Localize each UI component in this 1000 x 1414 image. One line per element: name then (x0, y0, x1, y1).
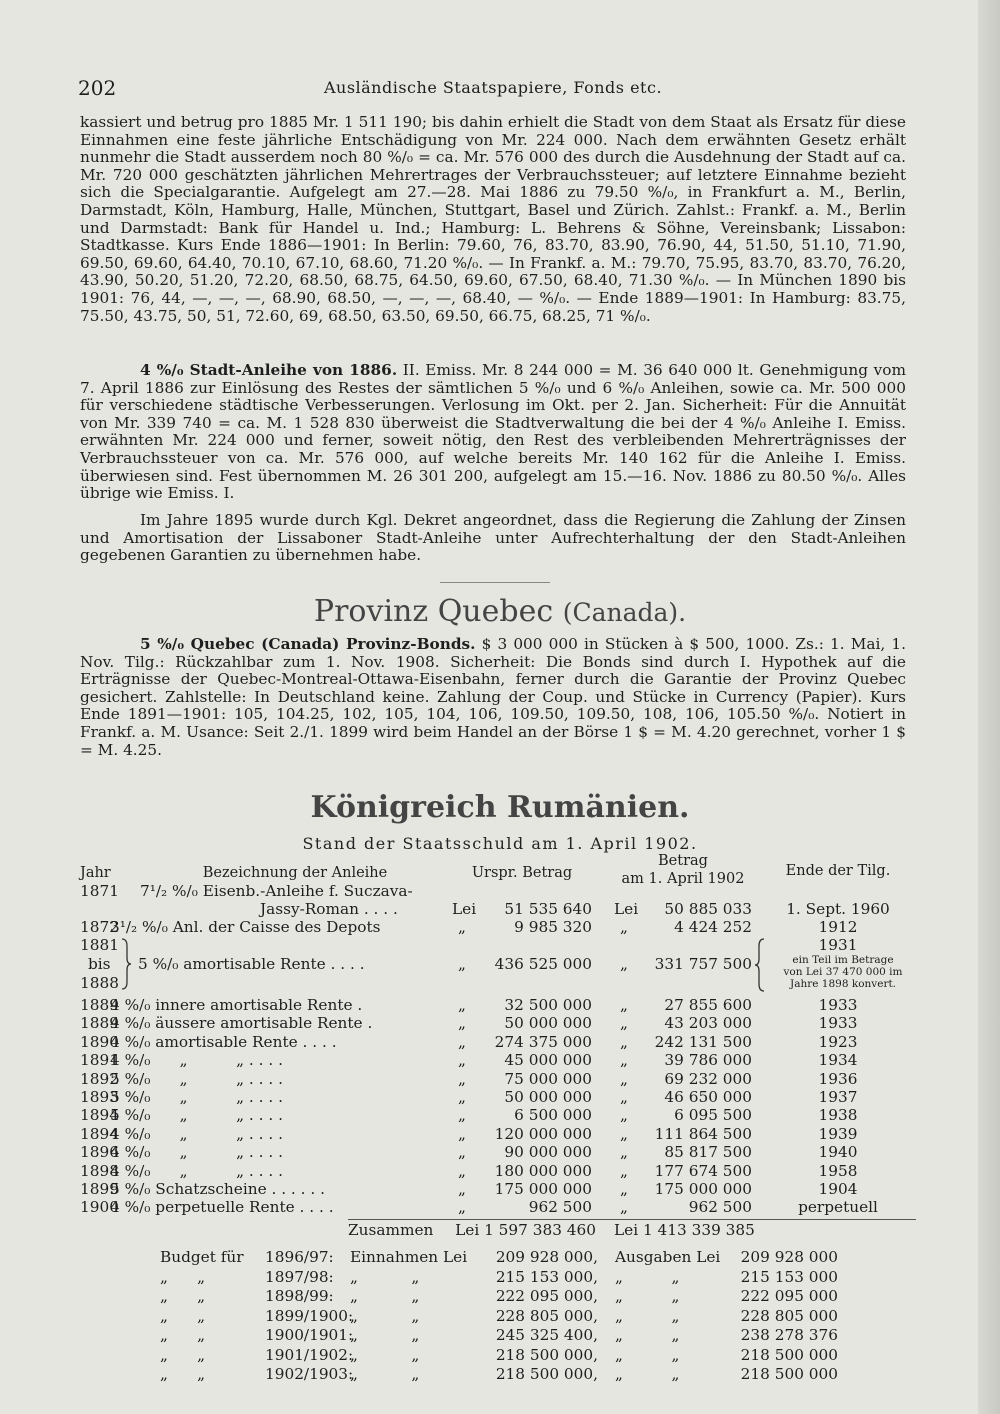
budget-expense-label: „ „ (615, 1326, 680, 1344)
row-end: 1. Sept. 1960 (786, 900, 890, 918)
table-row (80, 882, 920, 900)
budget-label: „ „ (160, 1365, 206, 1383)
row-orig: 6 500 000 (514, 1106, 592, 1125)
row-now: 175 000 000 (654, 1180, 752, 1198)
row-name-cont: Jassy-Roman . . . . (260, 900, 398, 918)
quebec-title-main: Provinz Quebec (313, 594, 554, 629)
budget-income: 222 095 000, (495, 1287, 598, 1305)
row-end: 1937 (818, 1088, 858, 1106)
row-cur-a: „ (458, 1014, 466, 1033)
table-row (80, 1088, 920, 1106)
row-end-note-3: Jahre 1898 konvert. (789, 978, 897, 990)
row-cur-a: „ (458, 955, 466, 973)
budget-year: 1901/1902: (265, 1345, 354, 1364)
row-now: 6 095 500 (674, 1106, 752, 1125)
row-cur-a: „ (458, 1088, 466, 1106)
budget-expense: 238 278 376 (740, 1326, 838, 1344)
table-row (80, 900, 920, 918)
budget-label: „ „ (160, 1345, 206, 1364)
row-orig: 274 375 000 (494, 1032, 592, 1051)
table-row (80, 1014, 920, 1032)
row-year: 1894 (80, 1124, 119, 1143)
row-year: 1892 (80, 1069, 119, 1088)
row-end-note-2: von Lei 37 470 000 im (783, 966, 903, 978)
page-edge-shadow (978, 0, 1000, 1414)
row-cur-b: Lei (614, 900, 639, 918)
lisbon-loan-heading: 4 %/₀ Stadt-Anleihe von 1886. (140, 361, 398, 379)
row-year: 1889 (80, 1014, 119, 1033)
total-label: Zusammen (348, 1221, 434, 1239)
row-orig: 9 985 320 (514, 918, 592, 936)
row-orig: 175 000 000 (494, 1180, 592, 1198)
budget-row (80, 1248, 920, 1266)
row-now: 331 757 500 (654, 955, 752, 973)
total-now: Lei 1 413 339 385 (614, 1221, 755, 1239)
header-end: Ende der Tilg. (785, 863, 891, 879)
budget-row (80, 1287, 920, 1305)
budget-label: „ „ (160, 1267, 206, 1286)
quebec-title (0, 594, 1000, 629)
row-cur-a: „ (458, 1032, 466, 1051)
row-orig: 50 000 000 (504, 1088, 592, 1106)
row-orig: 50 000 000 (504, 1014, 592, 1033)
row-end: 1936 (818, 1069, 858, 1088)
row-end: 1912 (818, 918, 858, 936)
table-row (80, 996, 920, 1014)
budget-row (80, 1307, 920, 1325)
row-cur-b: „ (620, 1088, 628, 1106)
budget-income-label: „ „ (350, 1326, 420, 1344)
total-row (80, 1221, 920, 1239)
row-cur-b: „ (620, 996, 628, 1014)
budget-income: 228 805 000, (495, 1306, 598, 1325)
budget-year: 1898/99: (265, 1287, 334, 1305)
row-year: 1900 (80, 1198, 119, 1217)
budget-label: „ „ (160, 1326, 206, 1344)
budget-expense: 222 095 000 (740, 1287, 838, 1305)
row-cur-a: „ (458, 918, 466, 936)
row-name: 4 %/₀ „ „ . . . . (110, 1051, 283, 1070)
lisbon-paragraph-1: kassiert und betrug pro 1885 Mr. 1 511 190; bis dahin erhielt die Stadt von dem Staat als Ersatz für diese Einnahmen eine feste jährliche Entschädigung von Mr. 224 000. Nach dem erwähnten Gesetz erhält nunmehr die Stadt ausserdem noch 80 %/₀ = ca. Mr. 576 000 des durch die Ausdehnung der Stadt auf ca. Mr. 720 000 geschätzten jährlichen Mehrertrages der Verbrauchssteuer; auf letztere Einnahme bezieht sich die Specialgarantie. Aufgelegt am 27.—28. Mai 1886 zu 79.50 %/₀, in Frankfurt a. M., Berlin, Darmstadt, Köln, Hamburg, Halle, München, Stuttgart, Basel und Zürich. Zahlst.: Frankf. a. M., Berlin und Darmstadt: Bank für Handel u. Ind.; Hamburg: L. Behrens & Söhne, Vereinsbank; Lissabon: Stadtkasse. Kurs Ende 1886—1901: In Berlin: 79.60, 76, 83.70, 83.90, 76.90, 44, 51.50, 51.10, 71.90, 69.50, 69.60, 64.40, 70.10, 67.10, 68.60, 71.20 %/₀. — In Frankf. a. M.: 79.70, 75.95, 83.70, 83.70, 76.20, 43.90, 50.20, 51.20, 72.20, 68.50, 68.75, 64.50, 69.60, 67.50, 68.40, 71.30 %/₀. — In München 1890 bis 1901: 76, 44, —, —, —, 68.90, 68.50, —, —, —, 68.40, — %/₀. — Ende 1889—1901: In Hamburg: 83.75, 75.50, 43.75, 50, 51, 72.60, 69, 68.50, 63.50, 69.50, 66.75, 68.25, 71 %/₀. (80, 113, 906, 325)
budget-year: 1899/1900: (265, 1306, 354, 1325)
quebec-bond-heading: 5 %/₀ Quebec (Canada) Provinz-Bonds. (140, 635, 476, 653)
row-year-from: 1881 (80, 936, 119, 954)
row-cur-a: „ (458, 1198, 466, 1217)
row-now: 46 650 000 (664, 1088, 752, 1106)
budget-income-label: „ „ (350, 1345, 420, 1364)
budget-row (80, 1365, 920, 1383)
debt-table (80, 852, 920, 1272)
budget-income-label: Einnahmen Lei (350, 1248, 468, 1266)
budget-year: 1897/98: (265, 1267, 334, 1286)
row-end: 1931 (818, 936, 858, 954)
budget-income: 215 153 000, (495, 1267, 598, 1286)
table-row (80, 1143, 920, 1161)
row-name: 5 %/₀ „ „ . . . . (110, 1069, 283, 1088)
budget-expense-label: „ „ (615, 1345, 680, 1364)
row-now: 111 864 500 (654, 1124, 752, 1143)
row-cur-a: „ (458, 1069, 466, 1088)
romania-title: Königreich Rumänien. (310, 790, 690, 825)
row-year: 1898 (80, 1161, 119, 1180)
budget-income: 245 325 400, (495, 1326, 598, 1344)
row-end: 1904 (818, 1180, 858, 1198)
row-name: 7¹/₂ %/₀ Eisenb.-Anleihe f. Suczava- (140, 882, 413, 900)
row-name: 4 %/₀ innere amortisable Rente . (110, 996, 363, 1014)
row-name: 4 %/₀ „ „ . . . . (110, 1143, 283, 1162)
row-now: 4 424 252 (674, 918, 752, 936)
budget-income-label: „ „ (350, 1365, 420, 1383)
row-now: 39 786 000 (664, 1051, 752, 1070)
lisbon-paragraph-2 (80, 362, 906, 503)
budget-expense: 218 500 000 (740, 1365, 838, 1383)
row-cur-b: „ (620, 1051, 628, 1070)
row-cur-a: „ (458, 1124, 466, 1143)
budget-row (80, 1346, 920, 1364)
table-row (80, 1051, 920, 1069)
budget-expense-label: „ „ (615, 1267, 680, 1286)
row-cur-a: „ (458, 1161, 466, 1180)
page-header (78, 76, 908, 102)
table-row (80, 1162, 920, 1180)
row-year: 1871 (80, 882, 119, 900)
table-row (80, 1106, 920, 1124)
quebec-bond-text: $ 3 000 000 in Stücken à $ 500, 1000. Zs.: 1. Mai, 1. Nov. Tilg.: Rückzahlbar zum 1. Nov. 1908. Sicherheit: Die Bonds sind durch I. Hypothek auf die Erträgnisse der Quebec-Montreal-Ottawa-Eisenbahn, ferner durch die Garantie der Provinz Quebec gesichert. Zahlstelle: In Deutschland keine. Zahlung der Coup. und Stücke in Currency (Papier). Kurs Ende 1891—1901: 105, 104.25, 102, 105, 104, 106, 109.50, 109.50, 108, 106, 105.50 %/₀. Notiert in Frankf. a. M. Usance: Seit 2./1. 1899 wird beim Handel an der Börse 1 $ = M. 4.20 gerechnet, vorher 1 $ = M. 4.25. (80, 635, 906, 759)
budget-expense-label: „ „ (615, 1365, 680, 1383)
budget-expense-label: „ „ (615, 1287, 680, 1305)
page-number: 202 (78, 76, 117, 100)
table-row (80, 936, 920, 992)
header-current-2: am 1. April 1902 (621, 871, 745, 887)
row-name: 4 %/₀ amortisable Rente . . . . (110, 1032, 337, 1051)
row-orig: 180 000 000 (494, 1161, 592, 1180)
row-name: 4 %/₀ „ „ . . . . (110, 1124, 283, 1143)
table-row (80, 1125, 920, 1143)
header-orig: Urspr. Betrag (471, 865, 573, 881)
running-title: Ausländische Staatspapiere, Fonds etc. (323, 78, 663, 97)
row-now: 43 203 000 (664, 1014, 752, 1033)
header-name: Bezeichnung der Anleihe (202, 865, 388, 881)
table-row (80, 1180, 920, 1198)
budget-income-label: „ „ (350, 1267, 420, 1286)
row-cur-a: „ (458, 1051, 466, 1070)
row-end: 1938 (818, 1106, 858, 1125)
section-divider (440, 582, 550, 583)
row-end: 1923 (818, 1032, 858, 1051)
row-cur-b: „ (620, 1143, 628, 1162)
romania-subtitle: Stand der Staatsschuld am 1. April 1902. (302, 834, 698, 853)
budget-year: 1902/1903: (265, 1365, 354, 1383)
row-end: 1958 (818, 1161, 858, 1180)
row-year: 1890 (80, 1032, 119, 1051)
row-name: 5 %/₀ Schatzscheine . . . . . . (110, 1180, 325, 1198)
row-end: 1934 (818, 1051, 858, 1070)
row-orig: 120 000 000 (494, 1124, 592, 1143)
lisbon-paragraph-3: Im Jahre 1895 wurde durch Kgl. Dekret angeordnet, dass die Regierung die Zahlung der Zinsen und Amortisation der Lissaboner Stadt-Anleihe unter Aufrechterhaltung der den Stadt-Anleihen gegebenen Garantien zu übernehmen habe. (80, 511, 906, 565)
row-orig: 51 535 640 (504, 900, 592, 918)
row-year: 1896 (80, 1143, 119, 1162)
budget-income: 218 500 000, (495, 1365, 598, 1383)
quebec-title-paren: (Canada). (562, 598, 687, 627)
lisbon-loan-text: II. Emiss. Mr. 8 244 000 = M. 36 640 000 lt. Genehmigung vom 7. April 1886 zur Einlösung des Restes der sämtlichen 5 %/₀ und 6 %/₀ Anleihen, sowie ca. Mr. 500 000 für verschiedene städtische Verbesserungen. Verlosung im Okt. per 2. Jan. Sicherheit: Für die Annuität von Mr. 339 740 = ca. M. 1 528 830 überweist die Stadtverwaltung die bei der 4 %/₀ Anleihe I. Emiss. erwähnten Mr. 224 000 und ferner, soweit nötig, den Rest des verbleibenden Mehrerträgnisses der Verbrauchssteuer von ca. Mr. 576 000, auf welche bereits Mr. 140 162 für die Anleihe I. Emiss. überwiesen sind. Fest übernommen M. 26 301 200, aufgelegt am 15.—16. Nov. 1886 zu 80.50 %/₀. Alles übrige wie Emiss. I. (80, 361, 907, 503)
row-cur-b: „ (620, 1161, 628, 1180)
row-year: 1872 (80, 918, 119, 936)
budget-expense-label: Ausgaben Lei (615, 1248, 721, 1266)
row-cur-b: „ (620, 955, 628, 973)
row-now: 50 885 033 (664, 900, 752, 918)
row-year: 1891 (80, 1051, 119, 1070)
row-name: 5 %/₀ „ „ . . . . (110, 1088, 283, 1106)
row-end: 1933 (818, 996, 858, 1014)
row-orig: 32 500 000 (504, 996, 592, 1014)
row-year: 1899 (80, 1180, 119, 1198)
row-orig: 75 000 000 (504, 1069, 592, 1088)
quebec-paragraph (80, 636, 906, 759)
row-orig: 436 525 000 (494, 955, 592, 973)
row-name: 5 %/₀ „ „ . . . . (110, 1106, 283, 1125)
row-now: 27 855 600 (664, 996, 752, 1014)
row-year-bis: bis (88, 955, 111, 973)
row-cur-b: „ (620, 918, 628, 936)
budget-label: „ „ (160, 1306, 206, 1325)
header-year: Jahr (80, 865, 111, 881)
row-end-note-1: ein Teil im Betrage (792, 954, 894, 966)
row-name: 3¹/₂ %/₀ Anl. der Caisse des Depots (110, 918, 381, 936)
row-name: 4 %/₀ „ „ . . . . (110, 1161, 283, 1180)
row-now: 85 817 500 (664, 1143, 752, 1162)
budget-expense: 215 153 000 (740, 1267, 838, 1286)
row-end: 1933 (818, 1014, 858, 1033)
budget-expense: 218 500 000 (740, 1345, 838, 1364)
row-orig: 962 500 (528, 1198, 592, 1217)
left-brace-icon (120, 938, 132, 990)
row-cur-b: „ (620, 1180, 628, 1198)
row-name: 5 %/₀ amortisable Rente . . . . (138, 955, 365, 973)
budget-expense: 228 805 000 (740, 1306, 838, 1325)
table-row (80, 1070, 920, 1088)
budget-table (80, 1248, 920, 1388)
row-cur-a: „ (458, 1143, 466, 1162)
row-cur-b: „ (620, 1106, 628, 1125)
row-cur-a: „ (458, 996, 466, 1014)
budget-year: 1900/1901: (265, 1326, 354, 1344)
budget-year: 1896/97: (265, 1248, 334, 1266)
right-brace-icon (754, 938, 766, 992)
budget-expense: 209 928 000 (740, 1248, 838, 1266)
row-name: 4 %/₀ perpetuelle Rente . . . . (110, 1198, 334, 1217)
budget-income: 209 928 000, (495, 1248, 598, 1266)
row-now: 242 131 500 (654, 1032, 752, 1051)
row-orig: 45 000 000 (504, 1051, 592, 1070)
row-orig: 90 000 000 (504, 1143, 592, 1162)
row-year: 1894 (80, 1106, 119, 1125)
budget-income-label: „ „ (350, 1287, 420, 1305)
row-year-to: 1888 (80, 974, 119, 992)
row-now: 962 500 (688, 1198, 752, 1217)
total-rule (348, 1219, 916, 1220)
row-now: 69 232 000 (664, 1069, 752, 1088)
table-row (80, 1033, 920, 1051)
table-row (80, 918, 920, 936)
row-end: perpetuell (798, 1198, 878, 1217)
budget-label: „ „ (160, 1287, 206, 1305)
row-end: 1940 (818, 1143, 858, 1162)
row-cur-a: „ (458, 1180, 466, 1198)
row-cur-a: „ (458, 1106, 466, 1125)
row-end: 1939 (818, 1124, 858, 1143)
row-cur-b: „ (620, 1198, 628, 1217)
budget-income-label: „ „ (350, 1306, 420, 1325)
budget-expense-label: „ „ (615, 1306, 680, 1325)
row-cur-b: „ (620, 1032, 628, 1051)
row-year: 1893 (80, 1088, 119, 1106)
budget-income: 218 500 000, (495, 1345, 598, 1364)
row-name: 4 %/₀ äussere amortisable Rente . (110, 1014, 373, 1033)
budget-row (80, 1268, 920, 1286)
total-orig: Lei 1 597 383 460 (455, 1221, 596, 1239)
row-cur-b: „ (620, 1069, 628, 1088)
header-current-1: Betrag (658, 853, 708, 869)
row-now: 177 674 500 (654, 1161, 752, 1180)
budget-label: Budget für (160, 1248, 244, 1266)
budget-row (80, 1326, 920, 1344)
row-cur-b: „ (620, 1014, 628, 1033)
table-row (80, 1198, 920, 1216)
row-cur-b: „ (620, 1124, 628, 1143)
row-year: 1889 (80, 996, 119, 1014)
row-cur-a: Lei (452, 900, 477, 918)
